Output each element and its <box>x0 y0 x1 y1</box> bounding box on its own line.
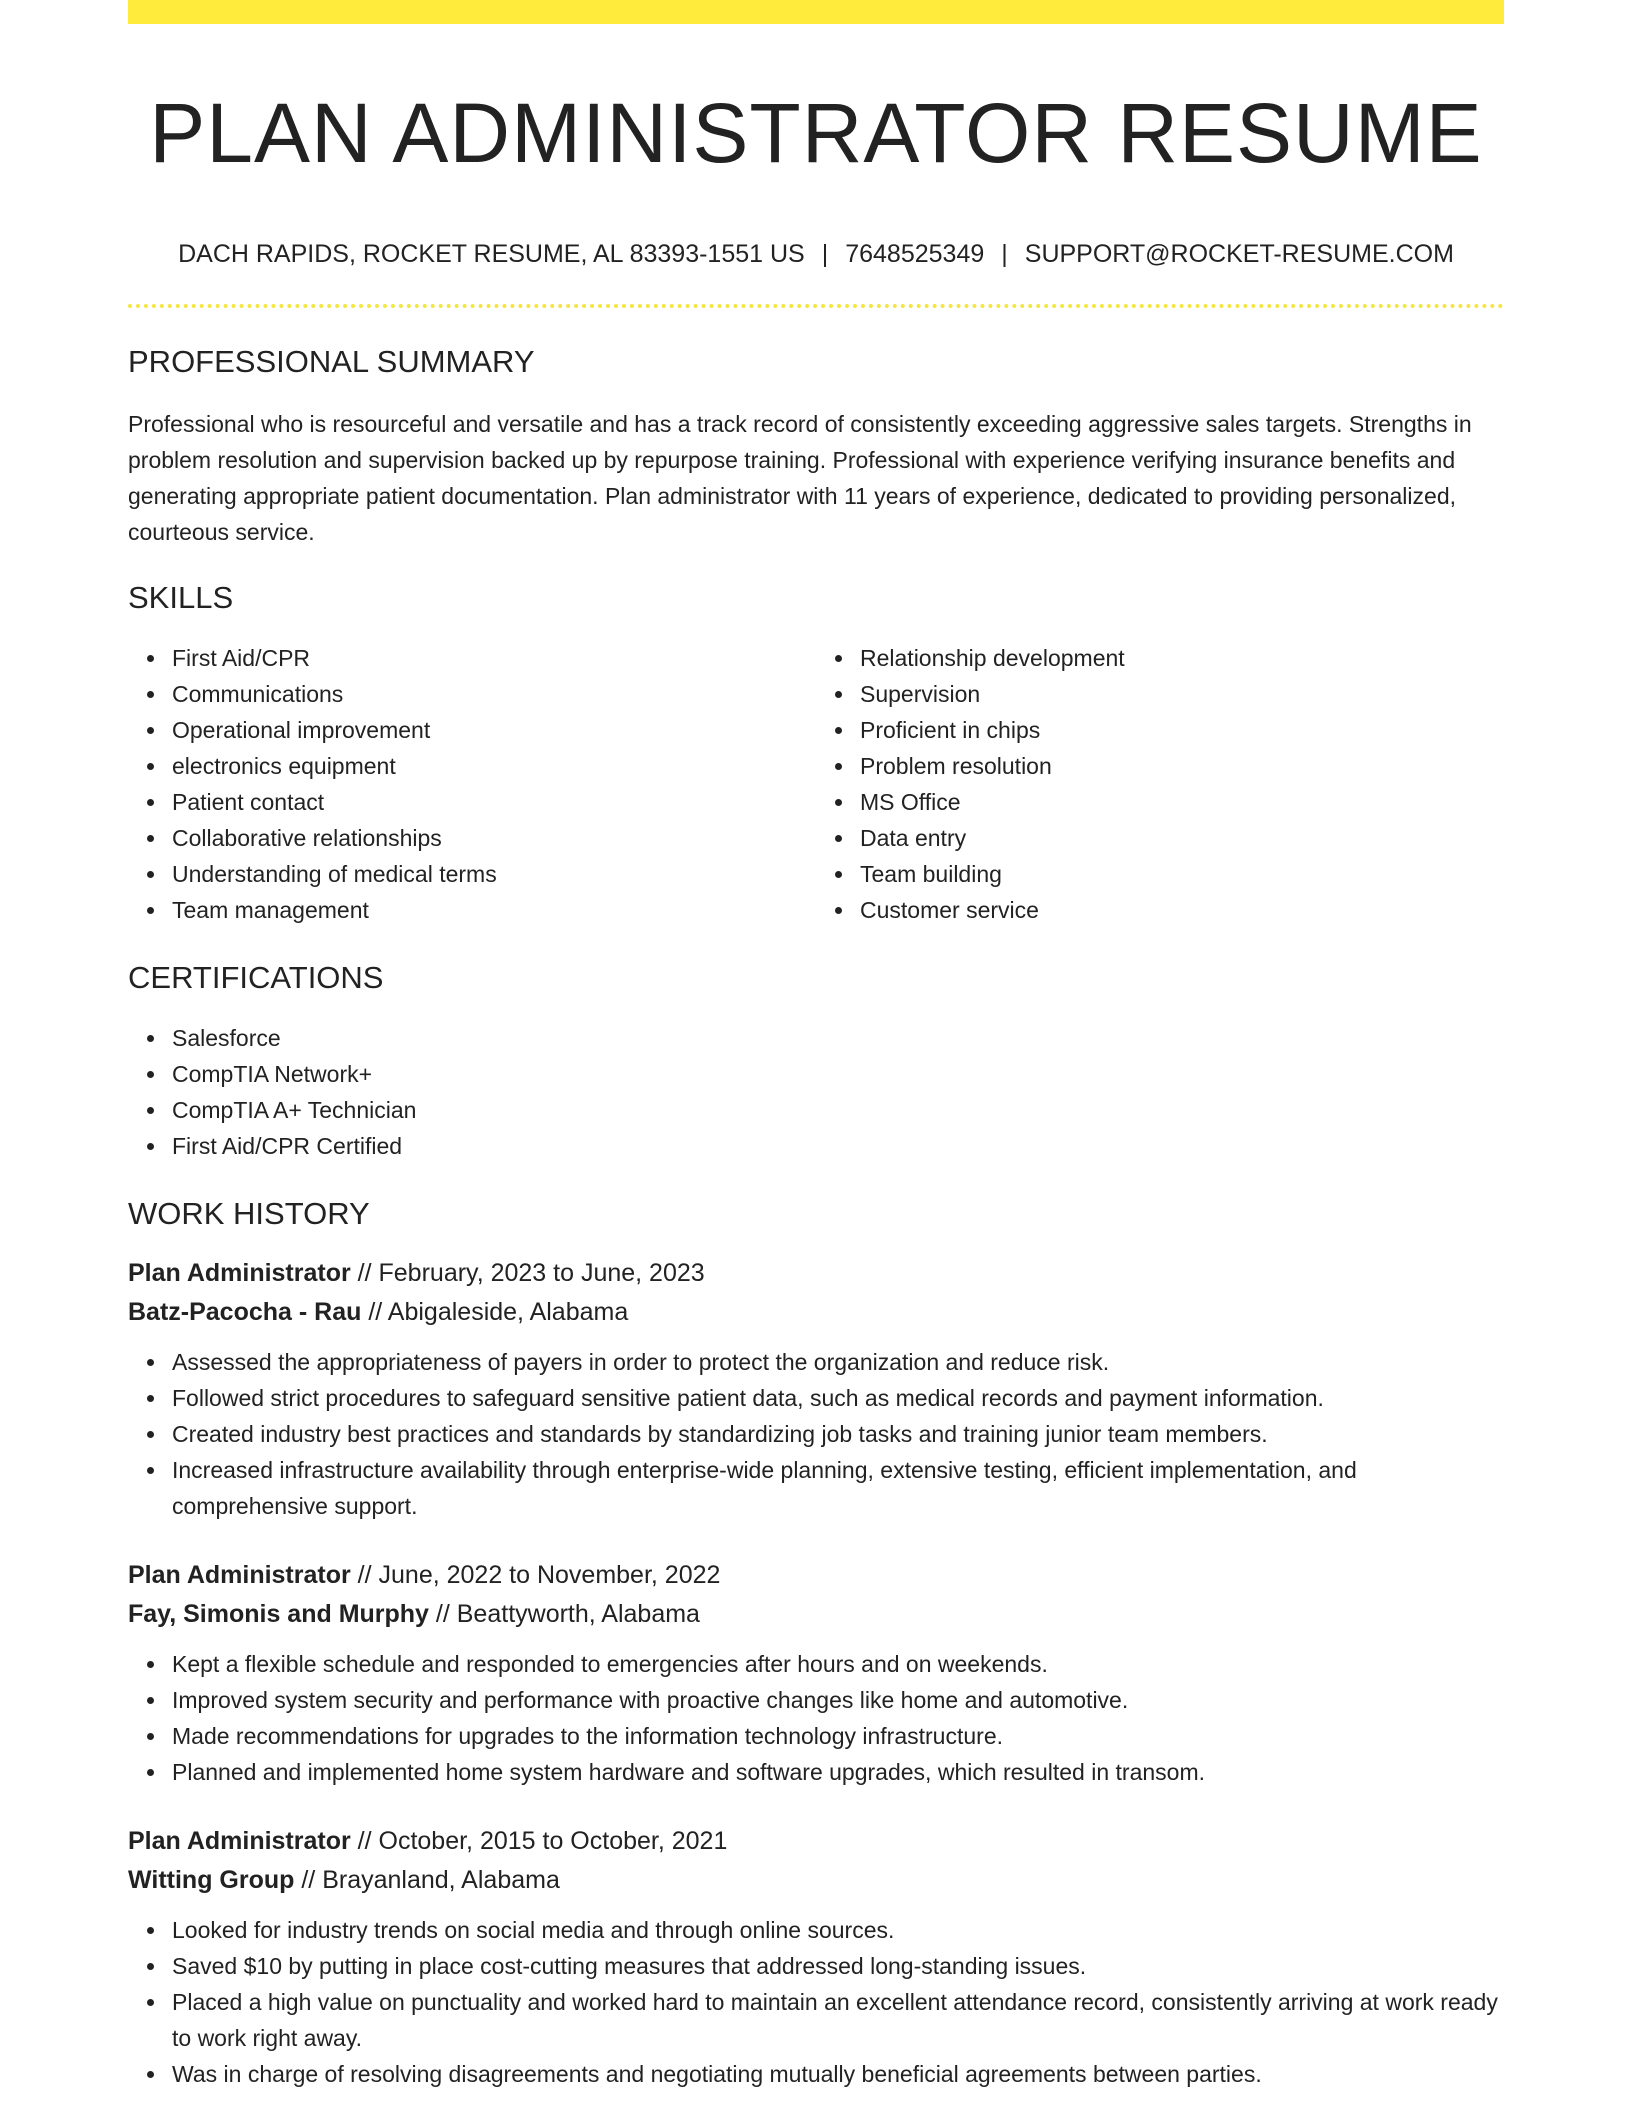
job-title: Plan Administrator <box>128 1827 351 1855</box>
skill-item: Customer service <box>860 892 1504 928</box>
summary-heading: PROFESSIONAL SUMMARY <box>128 344 535 379</box>
job-entry <box>128 1556 1504 1790</box>
job-duties-list <box>128 1344 1504 1524</box>
contact-separator: | <box>1001 240 1008 268</box>
contact-line <box>128 238 1504 270</box>
work-history-heading: WORK HISTORY <box>128 1196 370 1231</box>
job-entry <box>128 1822 1504 2092</box>
work-history-section <box>128 1194 1504 2092</box>
certification-item: CompTIA Network+ <box>172 1056 1504 1092</box>
dotted-divider <box>128 304 1504 308</box>
job-duties-list <box>128 1912 1504 2092</box>
contact-phone: 7648525349 <box>845 240 985 268</box>
job-duty: Kept a flexible schedule and responded to emergencies after hours and on weekends. <box>172 1646 1504 1682</box>
summary-section <box>128 342 1504 550</box>
skill-item: Problem resolution <box>860 748 1504 784</box>
job-company: Batz-Pacocha - Rau <box>128 1298 362 1326</box>
job-title: Plan Administrator <box>128 1561 351 1589</box>
job-duty: Improved system security and performance with proactive changes like home and automotive. <box>172 1682 1504 1718</box>
certifications-heading: CERTIFICATIONS <box>128 960 384 995</box>
contact-address: DACH RAPIDS, ROCKET RESUME, AL 83393-1551 US <box>178 240 805 268</box>
skill-item: electronics equipment <box>172 748 816 784</box>
contact-separator: | <box>821 240 829 268</box>
job-title-line <box>128 1822 1504 1861</box>
skills-left-list <box>128 640 816 928</box>
job-dates: // October, 2015 to October, 2021 <box>357 1827 728 1855</box>
certification-item: First Aid/CPR Certified <box>172 1128 1504 1164</box>
job-duty: Planned and implemented home system hardware and software upgrades, which resulted in transom. <box>172 1754 1504 1790</box>
job-duty: Was in charge of resolving disagreements and negotiating mutually beneficial agreements between parties. <box>172 2056 1504 2092</box>
skill-item: Supervision <box>860 676 1504 712</box>
job-entry <box>128 1254 1504 1524</box>
resume-page <box>128 0 1504 2092</box>
job-duty: Assessed the appropriateness of payers in order to protect the organization and reduce risk. <box>172 1344 1504 1380</box>
skills-section <box>128 578 1504 928</box>
job-duty: Made recommendations for upgrades to the information technology infrastructure. <box>172 1718 1504 1754</box>
job-location: // Abigaleside, Alabama <box>368 1298 629 1326</box>
job-duty: Followed strict procedures to safeguard sensitive patient data, such as medical records and payment information. <box>172 1380 1504 1416</box>
skill-item: Patient contact <box>172 784 816 820</box>
top-accent-bar <box>128 0 1504 24</box>
certification-item: CompTIA A+ Technician <box>172 1092 1504 1128</box>
job-title: Plan Administrator <box>128 1259 351 1287</box>
skills-columns <box>128 640 1504 928</box>
job-location: // Beattyworth, Alabama <box>435 1600 700 1628</box>
certifications-section <box>128 958 1504 1164</box>
skills-right-list <box>816 640 1504 928</box>
job-title-line <box>128 1254 1504 1293</box>
job-dates: // February, 2023 to June, 2023 <box>357 1259 705 1287</box>
skill-item: Relationship development <box>860 640 1504 676</box>
skill-item: Team management <box>172 892 816 928</box>
job-company: Witting Group <box>128 1866 295 1894</box>
job-dates: // June, 2022 to November, 2022 <box>357 1561 721 1589</box>
job-duties-list <box>128 1646 1504 1790</box>
skill-item: Data entry <box>860 820 1504 856</box>
job-location: // Brayanland, Alabama <box>301 1866 560 1894</box>
skill-item: Proficient in chips <box>860 712 1504 748</box>
certifications-list <box>128 1020 1504 1164</box>
certification-item: Salesforce <box>172 1020 1504 1056</box>
skill-item: Understanding of medical terms <box>172 856 816 892</box>
job-company-line <box>128 1861 1504 1900</box>
skill-item: First Aid/CPR <box>172 640 816 676</box>
contact-email: SUPPORT@ROCKET-RESUME.COM <box>1024 240 1454 268</box>
resume-title: PLAN ADMINISTRATOR RESUME <box>149 86 1483 180</box>
summary-text: Professional who is resourceful and versatile and has a track record of consistently exceeding aggressive sales targets. Strengths in problem resolution and supervision backed up by repurpose training. Professional with experience verifying insurance benefits and generating appropriate patient documentation. Plan administrator with 11 years of experience, dedicated to providing personalized, courteous service. <box>128 411 1472 545</box>
job-duty: Saved $10 by putting in place cost-cutting measures that addressed long-standing issues. <box>172 1948 1504 1984</box>
job-duty: Increased infrastructure availability through enterprise-wide planning, extensive testing, efficient implementation, and comprehensive support. <box>172 1452 1504 1524</box>
job-duty: Placed a high value on punctuality and worked hard to maintain an excellent attendance record, consistently arriving at work ready to work right away. <box>172 1984 1504 2056</box>
job-duty: Looked for industry trends on social media and through online sources. <box>172 1912 1504 1948</box>
job-company: Fay, Simonis and Murphy <box>128 1600 429 1628</box>
job-title-line <box>128 1556 1504 1595</box>
skill-item: MS Office <box>860 784 1504 820</box>
skill-item: Collaborative relationships <box>172 820 816 856</box>
job-company-line <box>128 1595 1504 1634</box>
job-company-line <box>128 1293 1504 1332</box>
skills-heading: SKILLS <box>128 580 234 615</box>
skill-item: Operational improvement <box>172 712 816 748</box>
job-duty: Created industry best practices and standards by standardizing job tasks and training junior team members. <box>172 1416 1504 1452</box>
skill-item: Communications <box>172 676 816 712</box>
skill-item: Team building <box>860 856 1504 892</box>
